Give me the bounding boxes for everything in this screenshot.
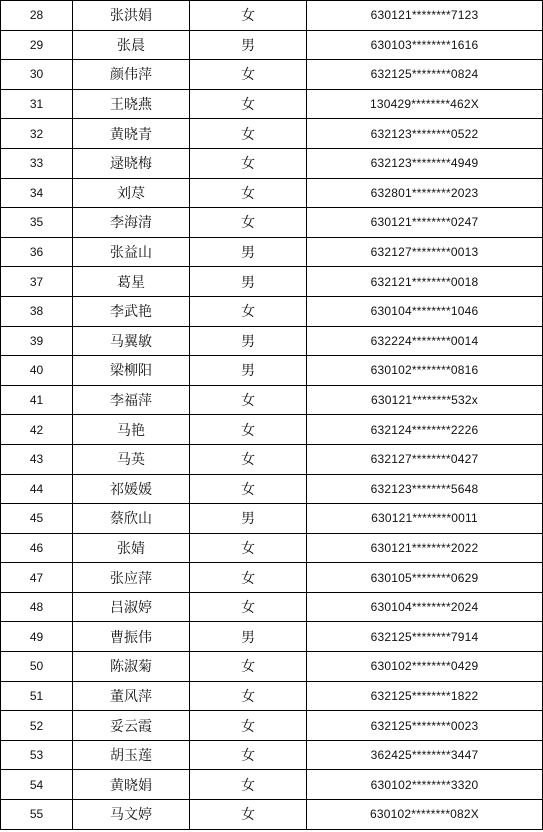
id-number: 632801********2023 — [307, 178, 543, 208]
gender-cell: 男 — [190, 504, 307, 534]
person-name: 李福萍 — [73, 385, 190, 415]
person-name: 颜伟萍 — [73, 60, 190, 90]
table-row — [1, 208, 543, 238]
id-number: 362425********3447 — [307, 740, 543, 770]
table-row — [1, 119, 543, 149]
table-row — [1, 1, 543, 31]
gender-cell: 女 — [190, 1, 307, 31]
table-row — [1, 267, 543, 297]
person-name: 逯晓梅 — [73, 148, 190, 178]
person-name: 曹振伟 — [73, 622, 190, 652]
gender-cell: 女 — [190, 474, 307, 504]
id-number: 630121********0247 — [307, 208, 543, 238]
gender-cell: 女 — [190, 711, 307, 741]
row-number: 46 — [1, 533, 73, 563]
row-number: 55 — [1, 800, 73, 830]
row-number: 39 — [1, 326, 73, 356]
table-row — [1, 148, 543, 178]
person-name: 马翼敏 — [73, 326, 190, 356]
person-name: 吕淑婷 — [73, 592, 190, 622]
person-name: 蔡欣山 — [73, 504, 190, 534]
row-number: 54 — [1, 770, 73, 800]
id-number: 630102********0816 — [307, 356, 543, 386]
row-number: 37 — [1, 267, 73, 297]
row-number: 38 — [1, 296, 73, 326]
gender-cell: 女 — [190, 563, 307, 593]
person-name: 张益山 — [73, 237, 190, 267]
gender-cell: 女 — [190, 415, 307, 445]
id-number: 632123********0522 — [307, 119, 543, 149]
gender-cell: 女 — [190, 119, 307, 149]
id-number: 630121********7123 — [307, 1, 543, 31]
row-number: 29 — [1, 30, 73, 60]
person-name: 李武艳 — [73, 296, 190, 326]
gender-cell: 男 — [190, 30, 307, 60]
gender-cell: 男 — [190, 622, 307, 652]
id-number: 630104********1046 — [307, 296, 543, 326]
person-name: 张洪娟 — [73, 1, 190, 31]
gender-cell: 男 — [190, 237, 307, 267]
id-number: 630102********3320 — [307, 770, 543, 800]
table-row — [1, 296, 543, 326]
person-name: 马英 — [73, 444, 190, 474]
table-row — [1, 740, 543, 770]
table-row — [1, 356, 543, 386]
gender-cell: 男 — [190, 267, 307, 297]
gender-cell: 女 — [190, 178, 307, 208]
row-number: 45 — [1, 504, 73, 534]
gender-cell: 女 — [190, 444, 307, 474]
row-number: 42 — [1, 415, 73, 445]
gender-cell: 女 — [190, 89, 307, 119]
row-number: 49 — [1, 622, 73, 652]
id-number: 630103********1616 — [307, 30, 543, 60]
table-row — [1, 533, 543, 563]
table-row — [1, 800, 543, 830]
row-number: 36 — [1, 237, 73, 267]
person-name: 马文婷 — [73, 800, 190, 830]
table-row — [1, 385, 543, 415]
row-number: 40 — [1, 356, 73, 386]
table-row — [1, 89, 543, 119]
id-number: 632125********0023 — [307, 711, 543, 741]
gender-cell: 女 — [190, 385, 307, 415]
person-name: 张婧 — [73, 533, 190, 563]
person-name: 刘荩 — [73, 178, 190, 208]
person-name: 张应萍 — [73, 563, 190, 593]
row-number: 51 — [1, 681, 73, 711]
row-number: 35 — [1, 208, 73, 238]
id-number: 630105********0629 — [307, 563, 543, 593]
row-number: 47 — [1, 563, 73, 593]
row-number: 28 — [1, 1, 73, 31]
table-row — [1, 474, 543, 504]
table-row — [1, 681, 543, 711]
table-row — [1, 770, 543, 800]
id-number: 630102********082X — [307, 800, 543, 830]
id-number: 630102********0429 — [307, 652, 543, 682]
row-number: 31 — [1, 89, 73, 119]
gender-cell: 女 — [190, 592, 307, 622]
gender-cell: 女 — [190, 770, 307, 800]
table-row — [1, 60, 543, 90]
id-number: 632224********0014 — [307, 326, 543, 356]
gender-cell: 女 — [190, 296, 307, 326]
person-name: 陈淑菊 — [73, 652, 190, 682]
person-name: 妥云霞 — [73, 711, 190, 741]
gender-cell: 女 — [190, 652, 307, 682]
gender-cell: 女 — [190, 60, 307, 90]
id-number: 630121********532x — [307, 385, 543, 415]
row-number: 30 — [1, 60, 73, 90]
person-name: 葛星 — [73, 267, 190, 297]
id-number: 630121********2022 — [307, 533, 543, 563]
row-number: 48 — [1, 592, 73, 622]
roster-body — [1, 1, 543, 830]
id-number: 632125********1822 — [307, 681, 543, 711]
id-number: 632125********7914 — [307, 622, 543, 652]
id-number: 632125********0824 — [307, 60, 543, 90]
table-row — [1, 30, 543, 60]
id-number: 632124********2226 — [307, 415, 543, 445]
table-row — [1, 326, 543, 356]
row-number: 44 — [1, 474, 73, 504]
table-row — [1, 622, 543, 652]
id-number: 630104********2024 — [307, 592, 543, 622]
row-number: 43 — [1, 444, 73, 474]
person-name: 王晓燕 — [73, 89, 190, 119]
person-name: 李海清 — [73, 208, 190, 238]
table-row — [1, 711, 543, 741]
person-name: 黄晓青 — [73, 119, 190, 149]
table-row — [1, 237, 543, 267]
table-row — [1, 415, 543, 445]
table-row — [1, 504, 543, 534]
gender-cell: 女 — [190, 681, 307, 711]
id-number: 632121********0018 — [307, 267, 543, 297]
gender-cell: 女 — [190, 208, 307, 238]
person-name: 梁柳阳 — [73, 356, 190, 386]
id-number: 632127********0013 — [307, 237, 543, 267]
row-number: 53 — [1, 740, 73, 770]
person-name: 黄晓娟 — [73, 770, 190, 800]
row-number: 41 — [1, 385, 73, 415]
person-name: 张晨 — [73, 30, 190, 60]
gender-cell: 女 — [190, 533, 307, 563]
gender-cell: 女 — [190, 148, 307, 178]
id-number: 630121********0011 — [307, 504, 543, 534]
row-number: 50 — [1, 652, 73, 682]
table-row — [1, 563, 543, 593]
row-number: 32 — [1, 119, 73, 149]
person-name: 祁媛媛 — [73, 474, 190, 504]
table-row — [1, 444, 543, 474]
id-number: 632123********4949 — [307, 148, 543, 178]
person-name: 马艳 — [73, 415, 190, 445]
id-number: 632123********5648 — [307, 474, 543, 504]
person-name: 董风萍 — [73, 681, 190, 711]
row-number: 52 — [1, 711, 73, 741]
gender-cell: 男 — [190, 356, 307, 386]
table-row — [1, 178, 543, 208]
row-number: 33 — [1, 148, 73, 178]
row-number: 34 — [1, 178, 73, 208]
gender-cell: 男 — [190, 326, 307, 356]
id-number: 632127********0427 — [307, 444, 543, 474]
id-number: 130429********462X — [307, 89, 543, 119]
person-name: 胡玉莲 — [73, 740, 190, 770]
gender-cell: 女 — [190, 800, 307, 830]
gender-cell: 女 — [190, 740, 307, 770]
table-row — [1, 652, 543, 682]
table-row — [1, 592, 543, 622]
